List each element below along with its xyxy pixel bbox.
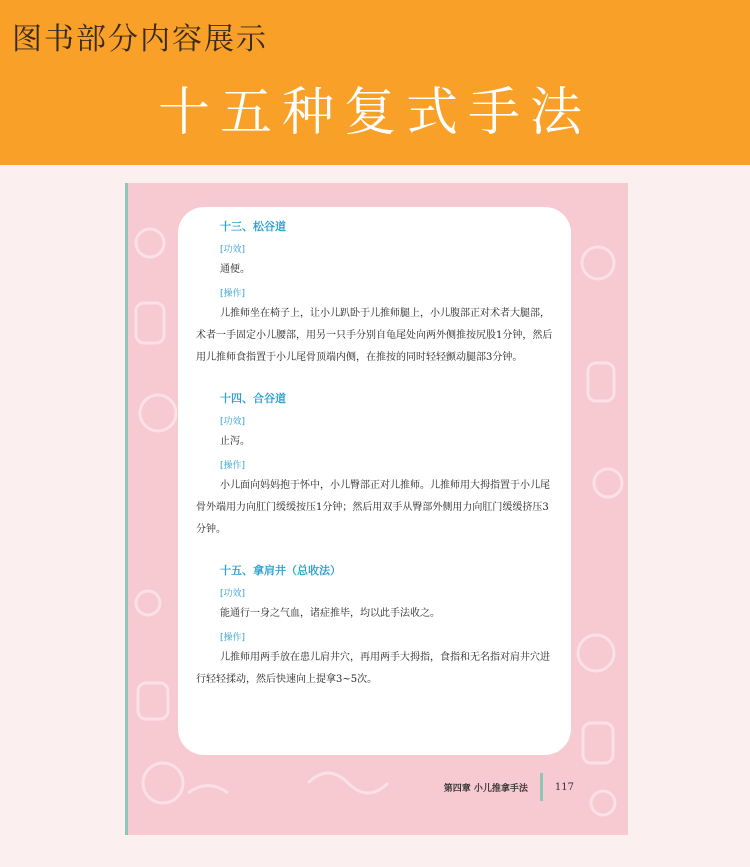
section-14 [196,389,553,541]
operation-label: [操作] [220,289,246,299]
page-footer [444,773,574,801]
section-heading: 十三、松谷道 [220,220,286,233]
operation-text: 小儿面向妈妈抱于怀中，小儿臀部正对儿推师。儿推师用大拇指置于小儿尾骨外端用力向肛门缓缓按压1分钟；然后用双手从臀部外侧用力向肛门缓缓挤压3分钟。 [196,480,550,535]
banner-zigzag-edge [0,148,750,166]
operation-text: 儿推师坐在椅子上，让小儿趴卧于儿推师腿上，小儿腹部正对术者大腿部，术者一手固定小儿腰部，用另一只手分别自龟尾处向两外侧推按尻股1分钟，然后用儿推师食指置于小儿尾骨顶端内侧，在推按的同时轻轻颤动腿部3分钟。 [196,308,553,363]
footer-divider [540,773,543,801]
banner-subtitle: 图书部分内容展示 [12,22,268,57]
section-heading: 十五、拿肩井（总收法） [220,564,341,577]
operation-label: [操作] [220,633,246,643]
chapter-title: 第四章 小儿推拿手法 [443,783,528,794]
book-page [125,183,628,835]
section-13 [196,217,553,369]
page-number: 117 [554,781,574,793]
effect-label: [功效] [220,589,246,599]
effect-label: [功效] [220,417,246,427]
top-banner [0,0,750,165]
effect-text: 止泻。 [220,436,250,447]
content-card [178,207,571,755]
banner-title: 十五种复式手法 [157,83,592,143]
section-15 [196,561,553,691]
operation-text: 儿推师用两手放在患儿肩井穴，再用两手大拇指，食指和无名指对肩井穴进行轻轻揉动，然后快速向上提拿3~5次。 [196,652,550,685]
operation-label: [操作] [220,461,246,471]
effect-text: 通便。 [220,264,250,275]
effect-label: [功效] [220,245,246,255]
effect-text: 能通行一身之气血，诸症推毕，均以此手法收之。 [220,608,440,619]
section-heading: 十四、合谷道 [220,392,286,405]
